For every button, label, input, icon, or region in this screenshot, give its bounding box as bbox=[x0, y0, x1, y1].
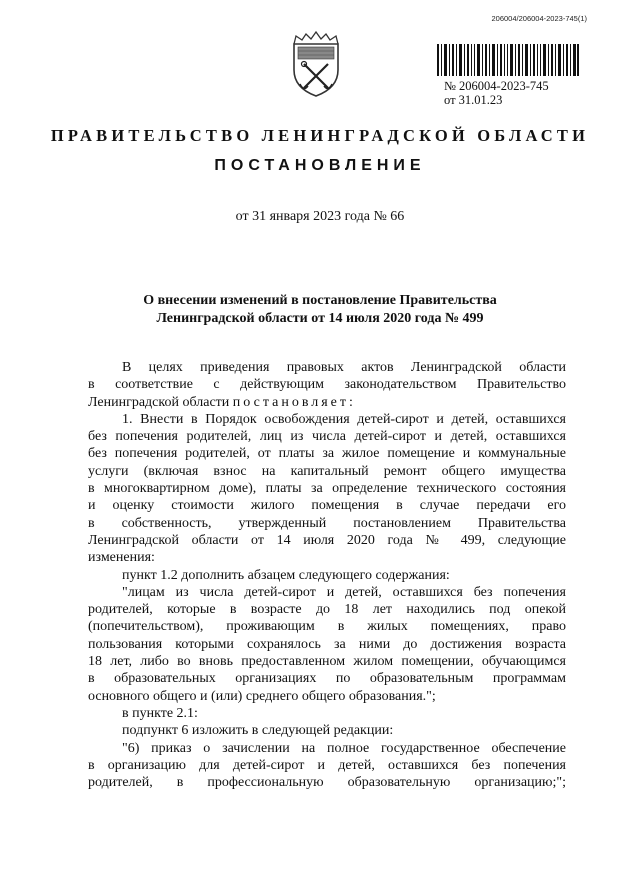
body-line: подпункт 6 изложить в следующей редакции: bbox=[122, 723, 394, 739]
body-line: без попечения родителей, лиц из числа детей-сирот и детей, оставшихся bbox=[88, 429, 566, 445]
spaced-keyword: постановляет: bbox=[232, 394, 356, 410]
body-line: без попечения родителей, от платы за жилое помещение и коммунальные bbox=[88, 446, 566, 462]
body-text: Ленинградской области bbox=[88, 394, 230, 410]
government-name: ПРАВИТЕЛЬСТВО ЛЕНИНГРАДСКОЙ ОБЛАСТИ bbox=[50, 126, 590, 145]
body-line: в пункте 2.1: bbox=[122, 705, 198, 721]
body-line: и оценку стоимости жилого помещения в случае передачи его bbox=[88, 498, 566, 514]
body-line: "6) приказ о зачислении на полное государственное обеспечение bbox=[122, 740, 566, 756]
body-line: в собственность, утвержденный постановлением Правительства bbox=[88, 515, 566, 531]
body-line: родителей, в профессиональную образовательную организацию;"; bbox=[88, 775, 566, 791]
body-line: пользования которыми сохранялось за ними до достижения возраста bbox=[88, 636, 566, 652]
document-id: 206004/206004-2023-745(1) bbox=[491, 14, 587, 23]
body-line: основного общего и (или) среднего общего образования."; bbox=[88, 688, 436, 704]
body-line: 1. Внести в Порядок освобождения детей-сирот и детей, оставшихся bbox=[122, 411, 566, 427]
document-type-title: ПОСТАНОВЛЕНИЕ bbox=[214, 157, 426, 174]
body-line: услуги (включая взнос на капитальный ремонт общего имущества bbox=[88, 463, 566, 479]
subject-line: О внесении изменений в постановление Правительства bbox=[143, 293, 497, 308]
body-line: родителей, которые в возрасте до 18 лет находились под опекой bbox=[88, 602, 566, 618]
body-line: В целях приведения правовых актов Ленинградской области bbox=[122, 360, 566, 375]
body-line: Ленинградской области от 14 июля 2020 года № 499, следующие bbox=[88, 532, 566, 548]
registration-number: № 206004-2023-745 bbox=[444, 79, 549, 93]
body-line: в соответствие с действующим законодательством Правительство bbox=[88, 377, 566, 393]
body-line: 18 лет, либо во вновь предоставленном жилом помещении, обучающимся bbox=[88, 654, 566, 670]
body-line bbox=[88, 394, 566, 411]
document-body bbox=[88, 359, 566, 791]
document-date: от 31 января 2023 года № 66 bbox=[235, 209, 405, 224]
body-line: изменения: bbox=[88, 550, 155, 566]
body-line: пункт 1.2 дополнить абзацем следующего содержания: bbox=[122, 567, 450, 583]
registration-stamp bbox=[444, 79, 549, 107]
coat-of-arms-emblem-icon bbox=[286, 30, 346, 100]
body-line: в организацию для детей-сирот и детей, оставшихся без попечения bbox=[88, 757, 566, 773]
body-line: (попечительством), проживающим в жилых помещениях, право bbox=[88, 619, 566, 635]
barcode-icon bbox=[437, 44, 579, 76]
document-subject bbox=[0, 292, 640, 328]
registration-date: от 31.01.23 bbox=[444, 93, 503, 107]
subject-line: Ленинградской области от 14 июля 2020 года № 499 bbox=[156, 311, 484, 326]
body-line: в образовательных организациях по образовательным программам bbox=[88, 671, 566, 687]
body-line: в многоквартирном доме), платы за определение технического состояния bbox=[88, 481, 566, 497]
body-line: "лицам из числа детей-сирот и детей, оставшихся без попечения bbox=[122, 584, 566, 600]
